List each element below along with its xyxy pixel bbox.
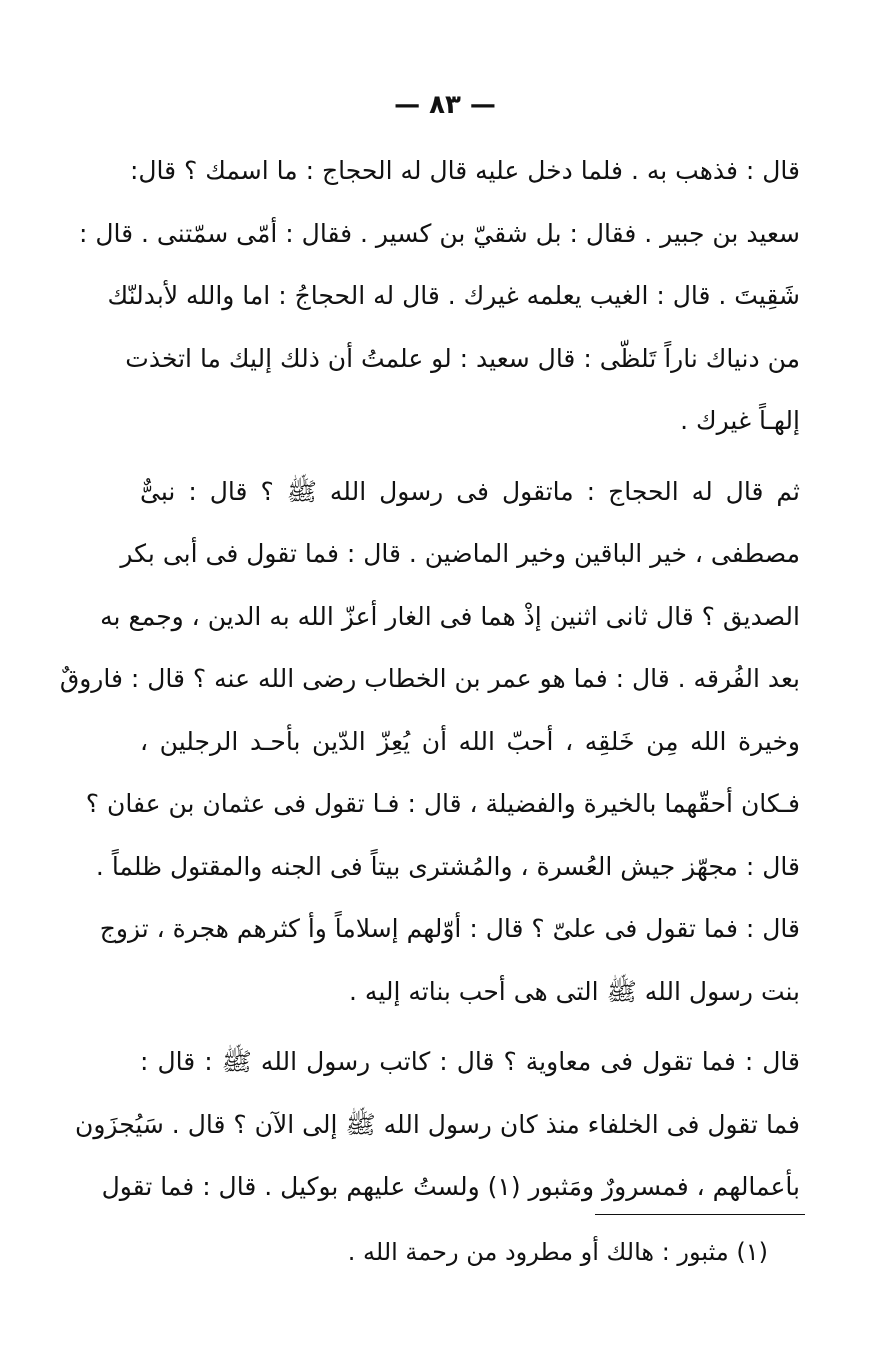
text-line: قال : فما تقول فى معاوية ؟ قال : كاتب رسول الله ﷺ : قال : xyxy=(140,1047,800,1076)
page-number: — ٨٣ — xyxy=(394,90,496,120)
text-line: قال : فما تقول فى علىّ ؟ قال : أوّلهم إسلاماً وأ كثرهم هجرة ، تزوج xyxy=(99,914,800,943)
text-line: فـكان أحقّهما بالخيرة والفضيلة ، قال : فـا تقول فى عثمان بن عفان ؟ xyxy=(85,789,800,818)
text-line: مصطفى ، خير الباقين وخير الماضين . قال : فما تقول فى أبى بكر xyxy=(120,539,800,568)
text-line: بنت رسول الله ﷺ التى هى أحب بناته إليه . xyxy=(349,976,800,1006)
text-line: من دنياك ناراً تَلظّى : قال سعيد : لو علمتُ أن ذلك إليك ما اتخذت xyxy=(125,343,800,373)
text-line: الصديق ؟ قال ثانى اثنين إذْ هما فى الغار أعزّ الله به الدين ، وجمع به xyxy=(100,601,800,631)
text-line: قال : فذهب به . فلما دخل عليه قال له الحجاج : ما اسمك ؟ قال: xyxy=(129,156,800,185)
text-line: قال : مجهّز جيش العُسرة ، والمُشترى بيتاً فى الجنه والمقتول ظلماً . xyxy=(95,851,800,881)
text-line: وخيرة الله مِن خَلقِه ، أحبّ الله أن يُعِزّ الدّين بأحـد الرجلين ، xyxy=(140,726,800,756)
paragraph-2 xyxy=(59,461,800,1024)
text-line: بأعمالهم ، فمسرورٌ ومَثبور (١) ولستُ عليهم بوكيل . قال : فما تقول xyxy=(101,1172,800,1201)
footnote-divider xyxy=(595,1214,805,1215)
paragraph-1 xyxy=(78,140,800,453)
paragraph-3 xyxy=(75,1031,800,1219)
text-line: ثم قال له الحجاج : ماتقول فى رسول الله ﷺ ؟ قال : نبىٌّ xyxy=(140,476,800,506)
body-text xyxy=(59,140,800,1227)
text-line: إلهـاً غيرك . xyxy=(680,406,800,435)
text-line: شَقِيتَ . قال : الغيب يعلمه غيرك . قال له الحجاجُ : اما والله لأبدلنّك xyxy=(107,281,800,310)
text-line: سعيد بن جبير . فقال : بل شقيّ بن كسير . فقال : أمّى سمّتنى . قال : xyxy=(78,218,800,248)
text-line: فما تقول فى الخلفاء منذ كان رسول الله ﷺ إلى الآن ؟ قال . سَيُجزَون xyxy=(75,1109,800,1139)
footnote: (١) مثبور : هالك أو مطرود من رحمة الله . xyxy=(347,1238,768,1266)
text-line: بعد الفُرقه . قال : فما هو عمر بن الخطاب رضى الله عنه ؟ قال : فاروقٌ xyxy=(59,664,800,693)
